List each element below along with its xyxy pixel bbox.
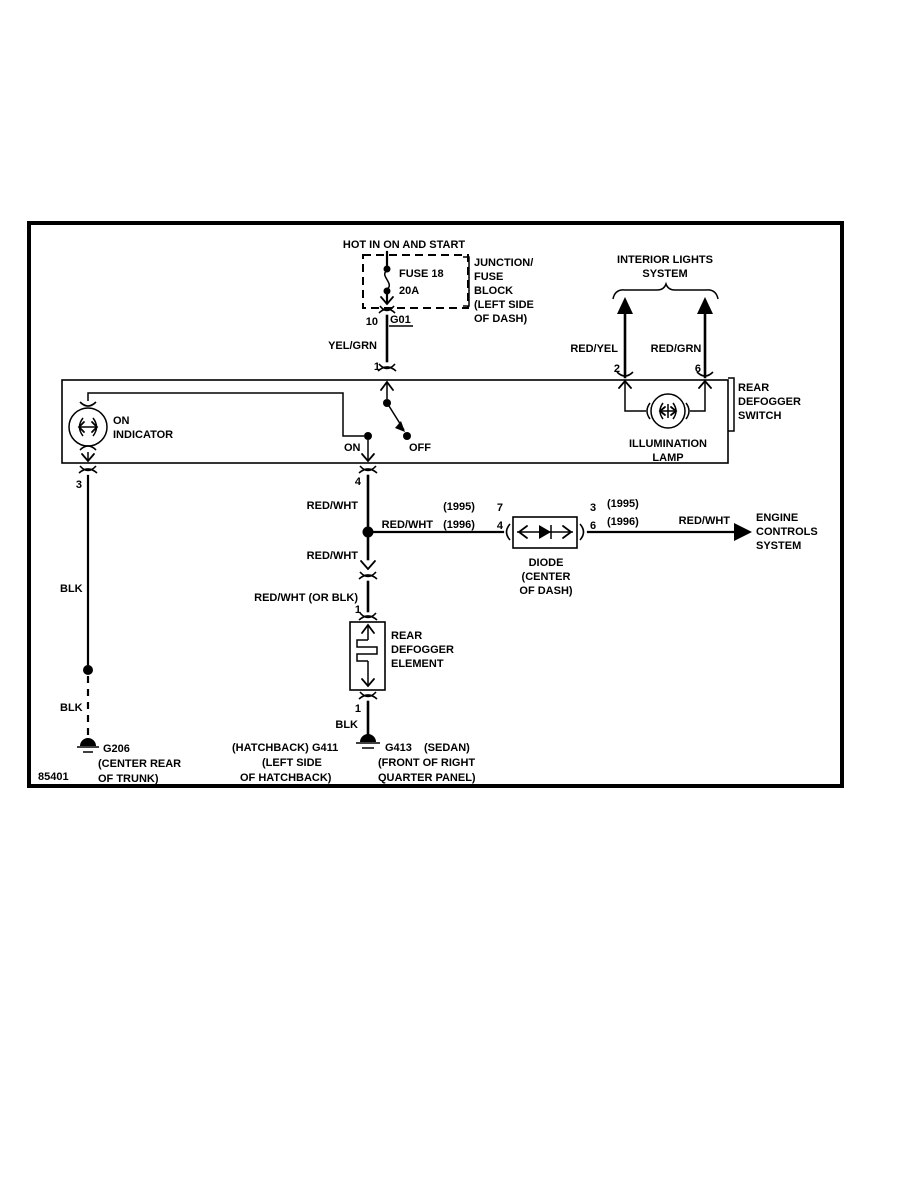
g413-location-1: (FRONT OF RIGHT <box>378 757 476 769</box>
figure-number: 85401 <box>38 771 69 783</box>
diode-name: DIODE <box>528 557 564 569</box>
g411-location-1: (LEFT SIDE <box>262 757 322 769</box>
on-indicator-label-2: INDICATOR <box>113 429 174 441</box>
element-top-connector-icon <box>359 613 377 620</box>
hot-feed-label: HOT IN ON AND START <box>342 239 466 251</box>
diode-pin-right-1: 3 <box>590 502 597 514</box>
diode-year-left-1: (1995) <box>443 501 475 513</box>
element-pin1-top-label: 1 <box>354 604 361 616</box>
diode-pin-left-1: 7 <box>496 502 503 514</box>
diode-pin-right-2: 6 <box>590 520 597 532</box>
fuse-rating: 20A <box>399 285 420 297</box>
blk-upper-label: BLK <box>60 583 83 595</box>
element-name-2: DEFOGGER <box>391 644 454 656</box>
interior-lights-brace-icon <box>613 284 718 299</box>
g413-name: G413 <box>385 742 412 754</box>
switch-name-2: DEFOGGER <box>738 396 801 408</box>
switch-pin1-connector-icon <box>378 364 396 371</box>
sedan-label: (SEDAN) <box>424 742 470 754</box>
switch-pin4-label: 4 <box>354 476 361 488</box>
hatchback-label: (HATCHBACK) <box>232 742 309 754</box>
engine-controls-arrow-icon <box>734 523 752 541</box>
blk-bottom-label: BLK <box>335 719 358 731</box>
engine-controls-label-2: CONTROLS <box>756 526 818 538</box>
element-pin1-bottom-label: 1 <box>354 703 361 715</box>
junction-label-2: FUSE <box>474 271 504 283</box>
red-wht-or-blk-label: RED/WHT (OR BLK) <box>254 592 358 604</box>
element-name-3: ELEMENT <box>391 658 444 670</box>
diode-right-connector-icon <box>580 524 584 540</box>
diode-left-connector-icon <box>507 524 511 540</box>
g411-location-2: OF HATCHBACK) <box>240 772 332 784</box>
on-indicator-lamp-icon <box>69 402 107 461</box>
interior-lights-label-2: SYSTEM <box>642 268 688 280</box>
connector-g01-pin: 10 <box>365 316 378 328</box>
engine-controls-label-1: ENGINE <box>756 512 799 524</box>
red-wht-engine-label: RED/WHT <box>678 515 730 527</box>
diode-icon <box>517 525 573 539</box>
switch-label-bracket <box>728 378 734 431</box>
g206-location-2: OF TRUNK) <box>98 773 159 785</box>
switch-on-label: ON <box>344 442 361 454</box>
diagram-border <box>29 223 842 786</box>
on-indicator-label-1: ON <box>113 415 130 427</box>
element-name-1: REAR <box>391 630 423 642</box>
switch-pin3-label: 3 <box>75 479 82 491</box>
diode-year-left-2: (1996) <box>443 519 475 531</box>
blk-splice-dot <box>83 665 93 675</box>
illumination-lamp-icon <box>619 381 711 428</box>
illumination-lamp-label-1: ILLUMINATION <box>628 438 708 450</box>
diode-pin-left-2: 4 <box>496 520 503 532</box>
engine-controls-label-3: SYSTEM <box>756 540 802 552</box>
switch-off-label: OFF <box>409 442 431 454</box>
g411-name: G411 <box>312 742 339 754</box>
switch-pin3-connector-icon <box>79 466 97 473</box>
illumination-lamp-label-2: LAMP <box>652 452 684 464</box>
switch-lever-icon <box>364 382 411 440</box>
switch-pin2-label: 2 <box>613 363 620 375</box>
connector-g01-name: G01 <box>390 314 411 326</box>
switch-pin4-connector-icon <box>359 466 377 473</box>
ground-g206-icon <box>77 738 99 752</box>
red-yel-label: RED/YEL <box>570 343 618 355</box>
inline-connector-icon <box>359 561 377 579</box>
diode-year-right-2: (1996) <box>607 516 639 528</box>
red-wht-branch-label: RED/WHT <box>381 519 433 531</box>
switch-name-3: SWITCH <box>738 410 782 422</box>
diode-location-1: (CENTER <box>521 571 571 583</box>
junction-label-4: (LEFT SIDE <box>474 299 534 311</box>
ground-g411-g413-icon <box>356 734 380 748</box>
blk-lower-label: BLK <box>60 702 83 714</box>
g206-location-1: (CENTER REAR <box>98 758 182 770</box>
interior-lights-label-1: INTERIOR LIGHTS <box>617 254 713 266</box>
fuse-name: FUSE 18 <box>399 268 444 280</box>
diode-year-right-1: (1995) <box>607 498 639 510</box>
switch-pin1-label: 1 <box>373 361 380 373</box>
fuse-block-box <box>363 255 468 308</box>
junction-label-3: BLOCK <box>474 285 514 297</box>
red-wht-lower-label: RED/WHT <box>306 550 358 562</box>
defogger-element-icon <box>357 625 377 686</box>
red-grn-label: RED/GRN <box>650 343 702 355</box>
junction-label-5: OF DASH) <box>474 313 528 325</box>
yel-grn-label: YEL/GRN <box>328 340 377 352</box>
red-wht-upper-label: RED/WHT <box>306 500 358 512</box>
switch-pin6-label: 6 <box>694 363 701 375</box>
junction-label-1: JUNCTION/ <box>474 257 534 269</box>
element-bottom-connector-icon <box>359 692 377 699</box>
g206-name: G206 <box>103 743 130 755</box>
switch-name-1: REAR <box>738 382 770 394</box>
diode-location-2: OF DASH) <box>519 585 573 597</box>
fuse-icon <box>381 266 393 305</box>
g413-location-2: QUARTER PANEL) <box>378 772 476 784</box>
